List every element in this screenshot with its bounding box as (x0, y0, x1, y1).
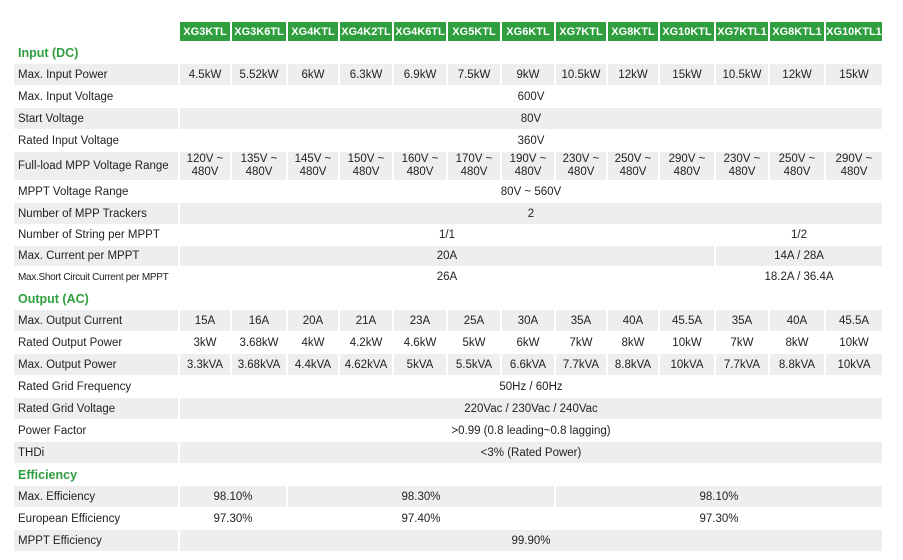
cell: 3.68kVA (232, 354, 288, 376)
row-label: Max. Efficiency (14, 486, 180, 508)
cell: <3% (Rated Power) (180, 442, 884, 464)
cell: 23A (394, 310, 448, 332)
row-max-current-per-mppt (14, 246, 884, 267)
row-label: MPPT Efficiency (14, 530, 180, 552)
section-title-efficiency: Efficiency (14, 464, 884, 486)
cell: 230V ~ 480V (556, 152, 608, 181)
cell: 15kW (660, 64, 716, 86)
cell: 6.3kW (340, 64, 394, 86)
cell: 35A (556, 310, 608, 332)
row-label: Max. Input Voltage (14, 86, 180, 108)
cell: 170V ~ 480V (448, 152, 502, 181)
cell: 26A (180, 267, 716, 288)
cell: 290V ~ 480V (826, 152, 884, 181)
cell: 120V ~ 480V (180, 152, 232, 181)
cell: 16A (232, 310, 288, 332)
model-header: XG4KTL (288, 22, 340, 42)
section-row (14, 42, 884, 64)
model-header: XG8KTL (608, 22, 660, 42)
cell: 250V ~ 480V (608, 152, 660, 181)
cell: 135V ~ 480V (232, 152, 288, 181)
cell: 15kW (826, 64, 884, 86)
row-max-efficiency (14, 486, 884, 508)
cell: 25A (448, 310, 502, 332)
cell: 5.52kW (232, 64, 288, 86)
cell: 600V (180, 86, 884, 108)
cell: 10.5kW (716, 64, 770, 86)
row-label: European Efficiency (14, 508, 180, 530)
cell: 4kW (288, 332, 340, 354)
row-strings-per-mppt (14, 225, 884, 246)
cell: 97.30% (556, 508, 884, 530)
cell: 9kW (502, 64, 556, 86)
cell: 5.5kVA (448, 354, 502, 376)
cell: 40A (770, 310, 826, 332)
row-max-output-current (14, 310, 884, 332)
cell: 4.5kW (180, 64, 232, 86)
cell: 10kW (660, 332, 716, 354)
model-header: XG4K2TL (340, 22, 394, 42)
row-grid-voltage (14, 398, 884, 420)
row-max-output-power (14, 354, 884, 376)
cell: 1/2 (716, 225, 884, 246)
cell: 40A (608, 310, 660, 332)
cell: 80V (180, 108, 884, 130)
cell: 2 (180, 203, 884, 225)
row-label: Rated Grid Frequency (14, 376, 180, 398)
cell: 220Vac / 230Vac / 240Vac (180, 398, 884, 420)
row-label: Max.Short Circuit Current per MPPT (14, 267, 180, 288)
row-mpp-voltage-range (14, 152, 884, 181)
row-label: Max. Output Current (14, 310, 180, 332)
cell: 12kW (608, 64, 660, 86)
row-label: Rated Grid Voltage (14, 398, 180, 420)
row-mppt-efficiency (14, 530, 884, 552)
row-mppt-voltage-range (14, 181, 884, 203)
cell: 8kW (770, 332, 826, 354)
model-header: XG3K6TL (232, 22, 288, 42)
cell: 10kVA (660, 354, 716, 376)
row-power-factor (14, 420, 884, 442)
cell: 4.6kW (394, 332, 448, 354)
cell: 190V ~ 480V (502, 152, 556, 181)
cell: 8.8kVA (770, 354, 826, 376)
row-label: Max. Current per MPPT (14, 246, 180, 267)
cell: 7kW (716, 332, 770, 354)
row-mpp-trackers (14, 203, 884, 225)
row-rated-input-voltage (14, 130, 884, 152)
cell: 21A (340, 310, 394, 332)
row-thdi (14, 442, 884, 464)
cell: 145V ~ 480V (288, 152, 340, 181)
cell: 4.4kVA (288, 354, 340, 376)
row-label: Number of String per MPPT (14, 225, 180, 246)
model-header: XG10KTL1 (826, 22, 884, 42)
model-header-row (14, 22, 884, 42)
cell: 3.3kVA (180, 354, 232, 376)
row-label: MPPT Voltage Range (14, 181, 180, 203)
cell: 7.5kW (448, 64, 502, 86)
row-start-voltage (14, 108, 884, 130)
row-label: Max. Output Power (14, 354, 180, 376)
row-european-efficiency (14, 508, 884, 530)
model-header: XG7KTL1 (716, 22, 770, 42)
spec-table (14, 22, 884, 552)
cell: 8.8kVA (608, 354, 660, 376)
row-label: Max. Input Power (14, 64, 180, 86)
cell: 4.62kVA (340, 354, 394, 376)
cell: 97.40% (288, 508, 556, 530)
cell: 6kW (502, 332, 556, 354)
cell: 45.5A (826, 310, 884, 332)
cell: 3.68kW (232, 332, 288, 354)
cell: 5kVA (394, 354, 448, 376)
row-label: Rated Output Power (14, 332, 180, 354)
model-header: XG10KTL (660, 22, 716, 42)
cell: 50Hz / 60Hz (180, 376, 884, 398)
cell: 45.5A (660, 310, 716, 332)
row-label: Rated Input Voltage (14, 130, 180, 152)
cell: 230V ~ 480V (716, 152, 770, 181)
cell: 360V (180, 130, 884, 152)
cell: 7.7kVA (556, 354, 608, 376)
row-max-input-power (14, 64, 884, 86)
cell: 30A (502, 310, 556, 332)
cell: 250V ~ 480V (770, 152, 826, 181)
row-short-circuit-current (14, 267, 884, 288)
cell: 8kW (608, 332, 660, 354)
row-label: Full-load MPP Voltage Range (14, 152, 180, 181)
section-title-output: Output (AC) (14, 288, 884, 310)
row-label: Number of MPP Trackers (14, 203, 180, 225)
row-label: Power Factor (14, 420, 180, 442)
cell: 6.6kVA (502, 354, 556, 376)
cell: 18.2A / 36.4A (716, 267, 884, 288)
section-row (14, 464, 884, 486)
cell: 98.10% (180, 486, 288, 508)
model-header: XG7KTL (556, 22, 608, 42)
cell: 35A (716, 310, 770, 332)
header-corner (14, 22, 180, 42)
cell: 80V ~ 560V (180, 181, 884, 203)
row-max-input-voltage (14, 86, 884, 108)
section-title-input: Input (DC) (14, 42, 884, 64)
cell: 1/1 (180, 225, 716, 246)
cell: 20A (180, 246, 716, 267)
cell: 10kVA (826, 354, 884, 376)
cell: 14A / 28A (716, 246, 884, 267)
cell: 99.90% (180, 530, 884, 552)
cell: 12kW (770, 64, 826, 86)
model-header: XG3KTL (180, 22, 232, 42)
cell: 290V ~ 480V (660, 152, 716, 181)
model-header: XG4K6TL (394, 22, 448, 42)
cell: 98.10% (556, 486, 884, 508)
cell: 7.7kVA (716, 354, 770, 376)
cell: 98.30% (288, 486, 556, 508)
model-header: XG8KTL1 (770, 22, 826, 42)
cell: 160V ~ 480V (394, 152, 448, 181)
cell: 3kW (180, 332, 232, 354)
row-label: THDi (14, 442, 180, 464)
row-grid-frequency (14, 376, 884, 398)
section-row (14, 288, 884, 310)
cell: 6.9kW (394, 64, 448, 86)
cell: >0.99 (0.8 leading~0.8 lagging) (180, 420, 884, 442)
cell: 4.2kW (340, 332, 394, 354)
cell: 15A (180, 310, 232, 332)
cell: 7kW (556, 332, 608, 354)
row-rated-output-power (14, 332, 884, 354)
cell: 97.30% (180, 508, 288, 530)
cell: 10.5kW (556, 64, 608, 86)
cell: 10kW (826, 332, 884, 354)
model-header: XG5KTL (448, 22, 502, 42)
cell: 6kW (288, 64, 340, 86)
cell: 150V ~ 480V (340, 152, 394, 181)
model-header: XG6KTL (502, 22, 556, 42)
cell: 5kW (448, 332, 502, 354)
cell: 20A (288, 310, 340, 332)
row-label: Start Voltage (14, 108, 180, 130)
